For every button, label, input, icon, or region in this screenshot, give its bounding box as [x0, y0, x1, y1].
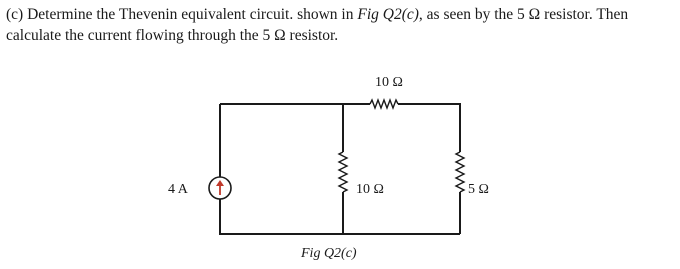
- source-label: 4 A: [168, 182, 188, 197]
- resistor-middle-label: 10 Ω: [356, 182, 384, 197]
- question-part: (c): [6, 6, 24, 23]
- resistor-right: [456, 152, 464, 192]
- figure-reference: Fig Q2(c): [357, 6, 419, 23]
- resistor-top-label: 10 Ω: [375, 75, 403, 90]
- question-text-end: , as seen by the 5 Ω resistor. Then calculate the current flowing through the 5 Ω resistor.: [6, 6, 629, 44]
- figure-caption: Fig Q2(c): [301, 246, 357, 261]
- resistor-top: [370, 100, 398, 108]
- resistor-middle: [339, 152, 347, 192]
- resistor-right-label: 5 Ω: [468, 182, 489, 197]
- wire-bottom: [220, 199, 460, 234]
- current-source: [209, 177, 231, 199]
- question-text-start: Determine the Thevenin equivalent circuit. shown in: [27, 6, 354, 23]
- wire-top-right: [398, 104, 460, 152]
